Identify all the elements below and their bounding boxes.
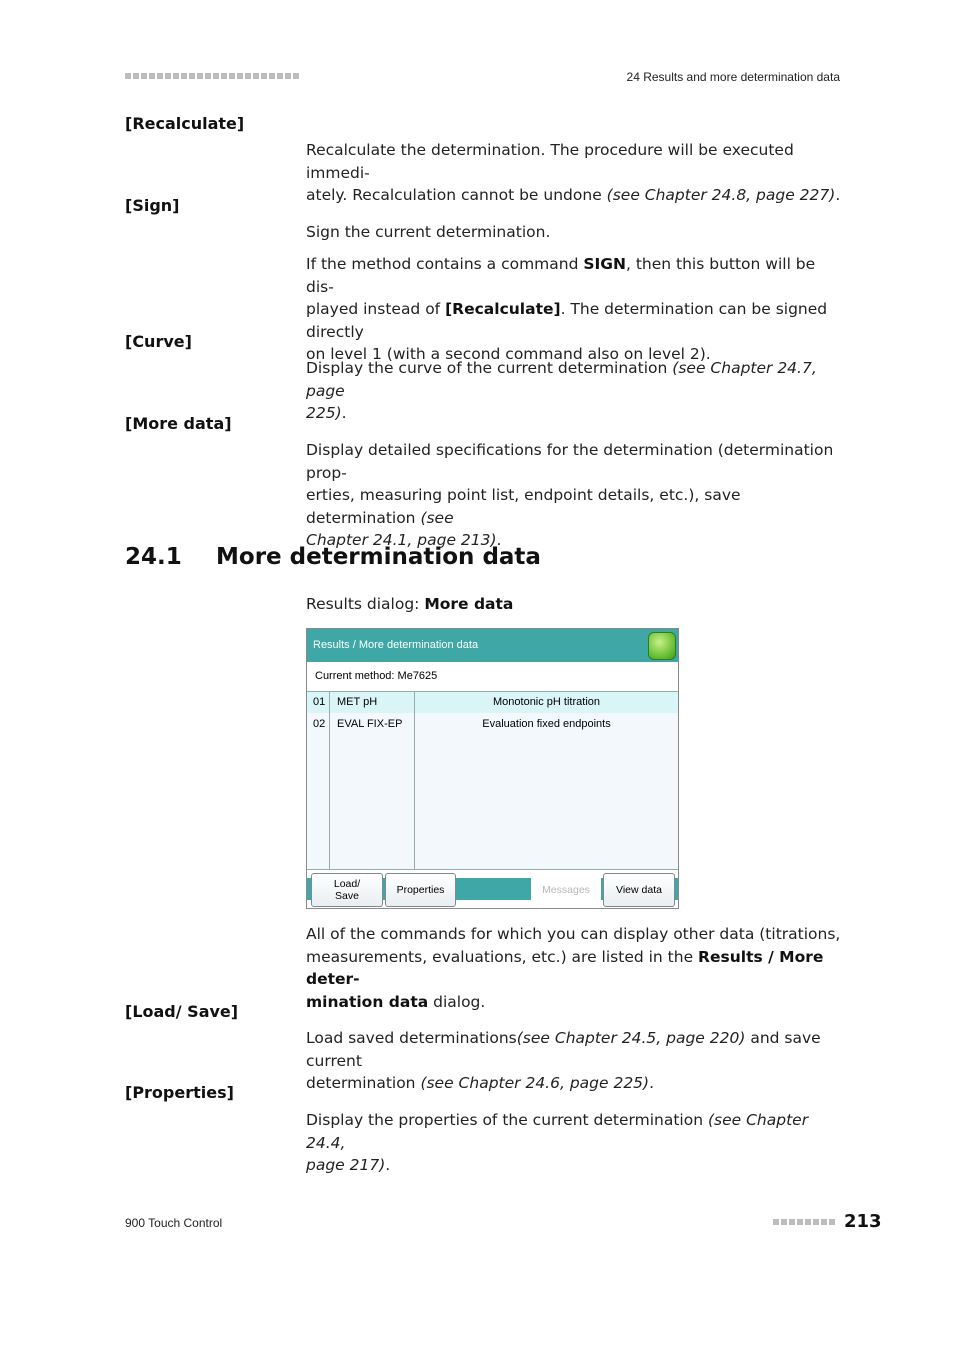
desc-load-save: Load saved determinations(see Chapter 24.5, page 220) and save current determination (see Chapter 24.6, page 225). — [306, 1029, 821, 1092]
row-number: 01 — [313, 696, 326, 708]
messages-button[interactable]: Messages — [531, 873, 601, 907]
running-header: 24 Results and more determination data — [626, 70, 840, 84]
footer-product: 900 Touch Control — [125, 1216, 223, 1230]
term-more-data: [More data] — [125, 414, 232, 433]
term-load-save: [Load/ Save] — [125, 1002, 239, 1021]
current-method-bar — [307, 662, 678, 692]
desc-curve: Display the curve of the current determination (see Chapter 24.7, page 225). — [306, 359, 817, 422]
row-description: Evaluation fixed endpoints — [482, 718, 611, 730]
dialog-title: Results / More determination data — [313, 639, 479, 651]
desc-recalculate: Recalculate the determination. The procedure will be executed immedi- ately. Recalculation cannot be undone (see Chapter 24.8, page 227). — [306, 141, 841, 204]
view-data-button[interactable]: View data — [603, 873, 675, 907]
desc-sign-1: Sign the current determination. — [306, 223, 551, 241]
current-method: Current method: Me7625 — [315, 670, 438, 682]
term-recalculate: [Recalculate] — [125, 114, 245, 133]
load-save-button[interactable]: Load/ Save — [311, 873, 383, 907]
footer-decoration — [773, 1219, 837, 1225]
results-dialog — [306, 628, 679, 909]
term-curve: [Curve] — [125, 332, 192, 351]
page-number: 213 — [844, 1211, 882, 1232]
dialog-button-bar — [307, 869, 678, 909]
desc-sign-2: If the method contains a command SIGN, then this button will be dis- played instead of [Recalculate]. The determination can be signed directly on level 1 (with a second command also on level 2). — [306, 255, 828, 363]
row-description: Monotonic pH titration — [493, 696, 600, 708]
header-decoration — [125, 72, 301, 81]
table-row[interactable] — [307, 714, 678, 735]
row-command: EVAL FIX-EP — [337, 718, 403, 730]
desc-more-data: Display detailed specifications for the determination (determination prop- erties, measuring point list, endpoint details, etc.), save determination (see Chapter 24.1, page 213). — [306, 441, 834, 549]
section-heading — [125, 544, 541, 570]
dialog-title-bar — [307, 629, 678, 662]
row-number: 02 — [313, 718, 326, 730]
row-command: MET pH — [337, 696, 378, 708]
dialog-caption: Results dialog: More data — [306, 595, 514, 613]
section-title: More determination data — [216, 544, 541, 570]
desc-properties: Display the properties of the current determination (see Chapter 24.4, page 217). — [306, 1111, 809, 1174]
xref: (see Chapter 24.8, page 227) — [606, 186, 836, 204]
term-sign: [Sign] — [125, 196, 180, 215]
column-divider — [329, 692, 330, 869]
dialog-explanation: All of the commands for which you can display other data (titrations, measurements, evaluations, etc.) are listed in the Results / More deter- mination data dialog. — [306, 925, 841, 1011]
section-number: 24.1 — [125, 544, 182, 570]
home-button[interactable] — [648, 632, 676, 660]
command-table — [307, 692, 678, 869]
properties-button[interactable]: Properties — [385, 873, 456, 907]
term-properties: [Properties] — [125, 1083, 234, 1102]
table-row[interactable] — [307, 692, 678, 713]
column-divider — [414, 692, 415, 869]
